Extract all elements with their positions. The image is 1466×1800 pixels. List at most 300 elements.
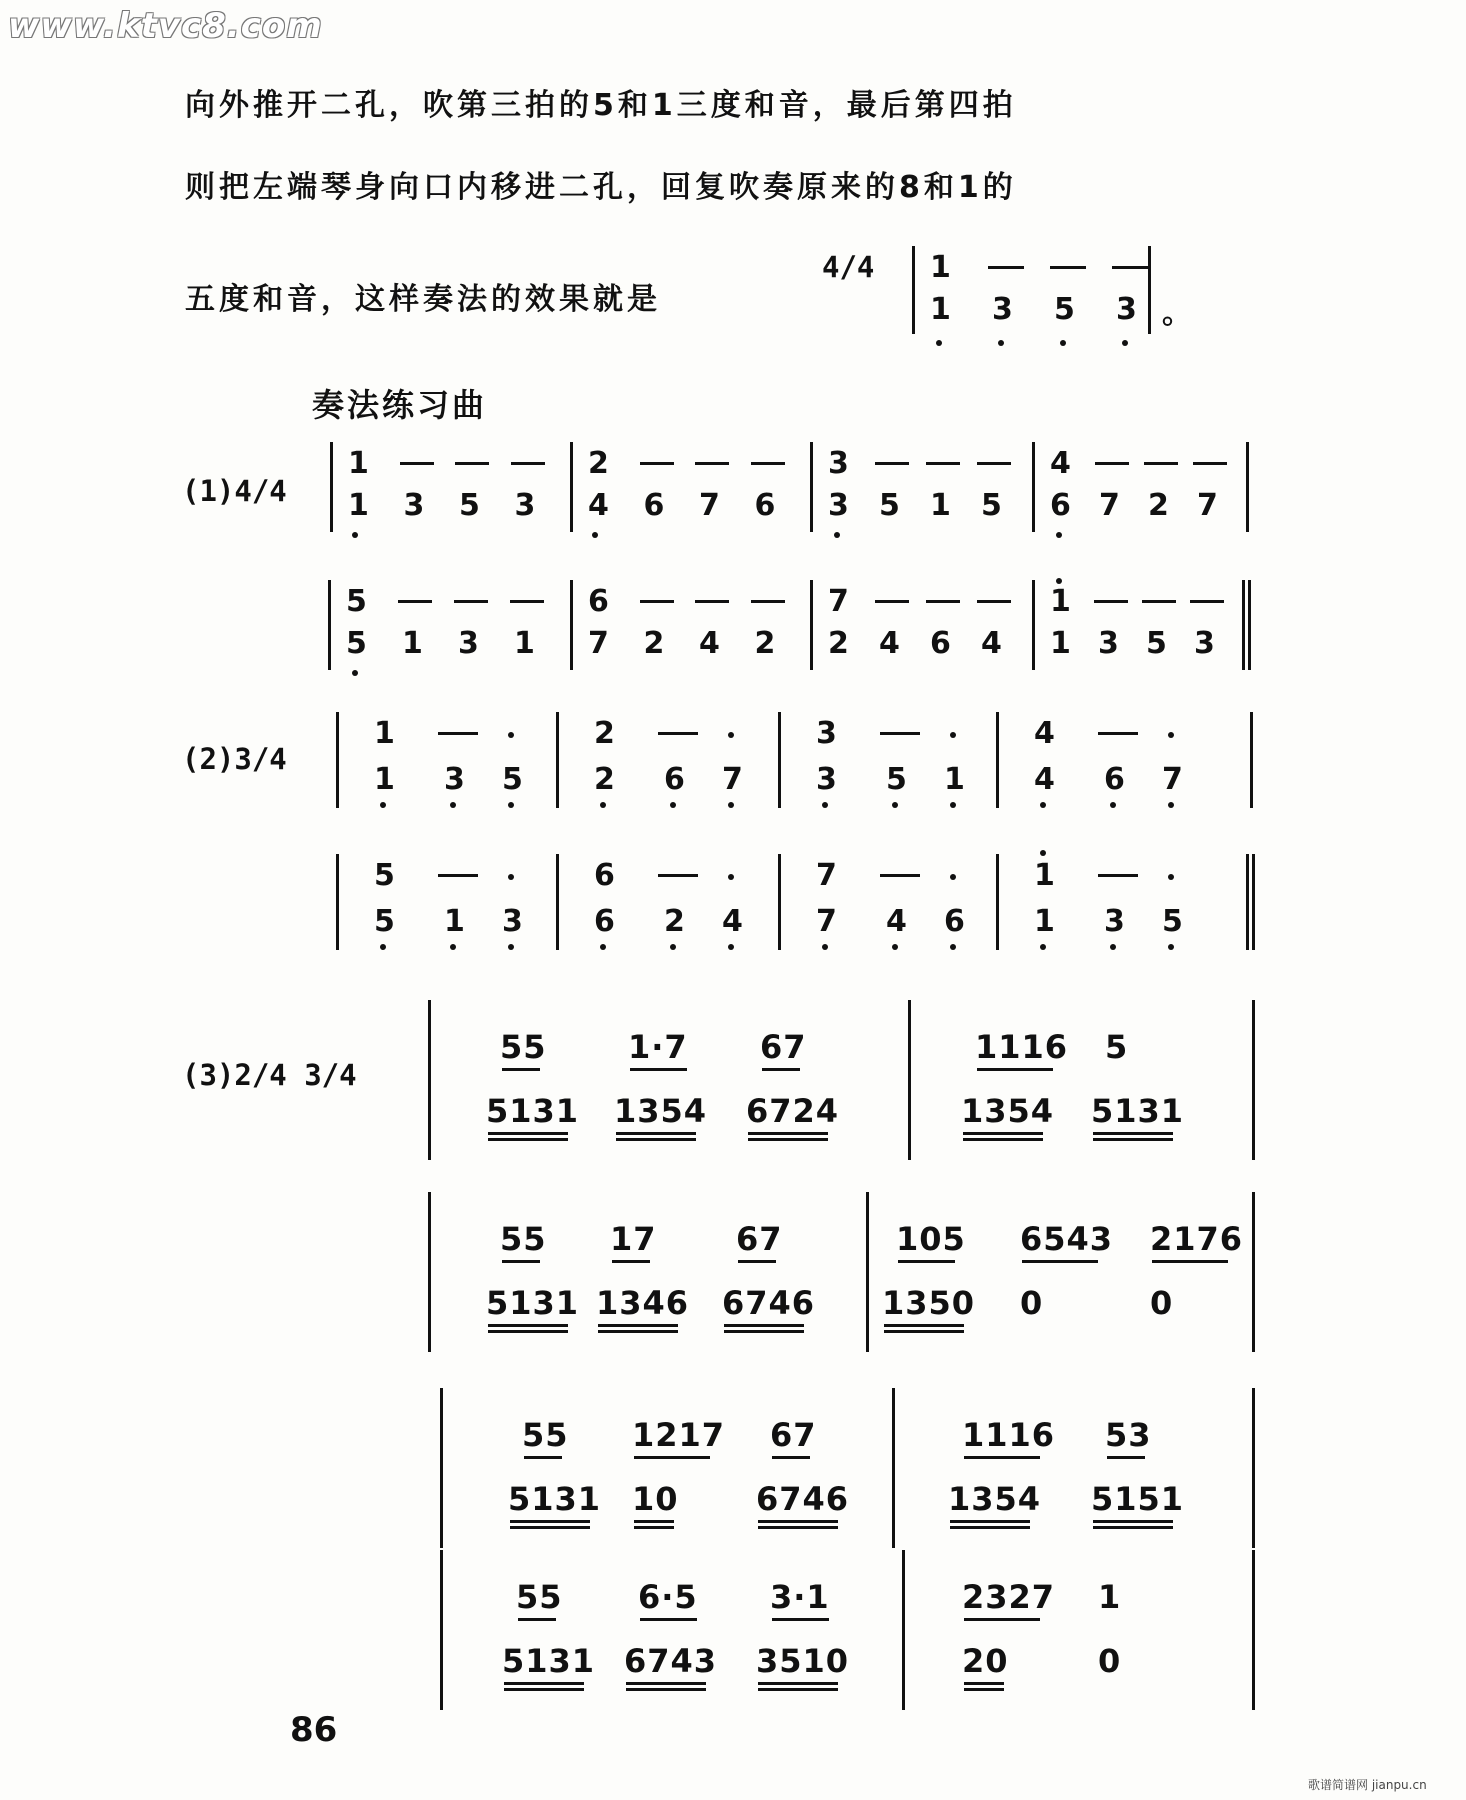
note-top: 4 [1034,716,1055,751]
octave-dot [600,944,606,950]
sustain-dash [977,600,1011,603]
note-group-bottom: 20 [962,1642,1009,1680]
note-bottom: 3 [514,488,536,523]
note-top: 6 [594,858,615,893]
prose-line-2: 则把左端琴身向口内移进二孔，回复吹奏原来的8和1的 [185,170,1017,205]
bar-line [428,1000,431,1160]
beam-line [950,1526,1030,1529]
note-bottom: 2 [754,626,776,661]
beam-line [738,1260,776,1263]
octave-dot [1122,340,1128,346]
note-bottom: 3 [502,904,523,939]
note-bottom: 1 [348,488,369,523]
bar-line [1250,712,1253,808]
note-bottom: 6 [1104,762,1125,797]
bar-line [570,442,573,532]
note-top: 7 [828,584,849,619]
octave-dot [508,944,514,950]
note-bottom: 1 [1050,626,1071,661]
beam-line [884,1330,964,1333]
sustain-dash [695,462,729,465]
beam-line [758,1526,838,1529]
sustain-dash [400,462,434,465]
beam-line [598,1324,678,1327]
prose-line-1: 向外推开二孔，吹第三拍的5和1三度和音，最后第四拍 [185,88,1017,123]
note-bottom: 6 [664,762,685,797]
note-top: 4 [1050,446,1071,481]
beam-line [898,1260,955,1263]
note-bottom: 3 [1104,904,1125,939]
octave-dot [670,944,676,950]
sustain-dash [875,600,909,603]
bar-line [996,854,999,950]
octave-dot [508,874,514,880]
octave-dot [380,944,386,950]
beam-line [640,1618,697,1621]
beam-line [634,1526,674,1529]
sustain-dash [658,874,698,877]
octave-dot [728,874,734,880]
note-bottom: 3 [403,488,425,523]
note-bottom: 1 [1034,904,1055,939]
note-group-top: 67 [760,1028,807,1066]
note-bottom: 5 [346,626,367,661]
beam-line [502,1260,540,1263]
bar-line [556,712,559,808]
octave-dot [1060,340,1066,346]
beam-line [963,1132,1043,1135]
note-group-bottom: 1346 [596,1284,690,1322]
bar-line [778,712,781,808]
octave-dot [352,670,358,676]
note-group-bottom: 1354 [961,1092,1055,1130]
beam-line [1152,1260,1228,1263]
octave-dot [1056,578,1062,584]
note-group-bottom: 5131 [502,1642,596,1680]
beam-line [504,1688,584,1691]
note-bottom: 5 [886,762,907,797]
octave-dot [592,532,598,538]
note-bottom: 4 [886,904,907,939]
bar-line [556,854,559,950]
beam-line [626,1682,706,1685]
note-bottom: 1 [514,626,535,661]
note-group-bottom: 0 [1150,1284,1174,1322]
note-group-bottom: 5131 [508,1480,602,1518]
sustain-dash [1098,732,1138,735]
sustain-dash [926,462,960,465]
beam-line [488,1138,568,1141]
octave-dot [1040,944,1046,950]
note-group-bottom: 3510 [756,1642,850,1680]
beam-line [1093,1520,1173,1523]
sustain-dash [880,732,920,735]
note-bottom: 1 [444,904,465,939]
note-bottom: 6 [1050,488,1071,523]
note-group-top: 67 [770,1416,817,1454]
note-bottom: 4 [981,626,1002,661]
note-group-top: 53 [1105,1416,1152,1454]
beam-line [612,1260,650,1263]
octave-dot [1040,802,1046,808]
bar-line [1252,1000,1255,1160]
note-bottom: 4 [722,904,743,939]
beam-line [488,1330,568,1333]
note-group-top: 2327 [962,1578,1056,1616]
sustain-dash [751,462,785,465]
beam-line [758,1682,838,1685]
exercise-2-label: (2)3/4 [182,742,287,776]
sustain-dash [1112,266,1148,269]
beam-line [1093,1138,1173,1141]
sustain-dash [511,462,545,465]
note-group-bottom: 1354 [948,1480,1042,1518]
beam-line [1093,1132,1173,1135]
note-bottom: 4 [879,626,900,661]
bar-line [1246,442,1249,532]
bar-line [1246,854,1249,950]
beam-line [634,1520,674,1523]
sustain-dash [926,600,960,603]
section-title: 奏法练习曲 [312,386,488,424]
note-group-bottom: 0 [1098,1642,1122,1680]
beam-line [510,1520,590,1523]
note-group-bottom: 5131 [486,1092,580,1130]
sustain-dash [1098,874,1138,877]
bar-line [810,580,813,670]
sustain-dash [640,462,674,465]
beam-line [964,1456,1040,1459]
sustain-dash [875,462,909,465]
note-bottom: 1 [944,762,965,797]
watermark: www.ktvc8.com [8,6,323,46]
note-top: 2 [594,716,615,751]
inline-period: 。 [1162,296,1192,331]
octave-dot [1056,532,1062,538]
bar-line [336,712,339,808]
footer-credit: 歌谱简谱网 jianpu.cn [1308,1778,1427,1792]
beam-line [762,1068,800,1071]
beam-line [748,1138,828,1141]
beam-line [630,1068,687,1071]
note-top: 1 [1034,858,1055,893]
octave-dot [950,874,956,880]
bar-line [330,442,333,532]
sustain-dash [695,600,729,603]
note-bottom: 3 [1098,626,1119,661]
beam-line [634,1456,710,1459]
note-top: 3 [828,446,849,481]
beam-line [1107,1456,1145,1459]
beam-line [626,1688,706,1691]
note-bottom: 3 [1116,292,1137,327]
bar-line [1148,246,1151,334]
bar-line [1252,1388,1255,1548]
octave-dot [998,340,1004,346]
note-group-top: 5 [1105,1028,1129,1066]
note-bottom: 7 [1197,488,1218,523]
note-top: 1 [1050,584,1071,619]
beam-line [510,1526,590,1529]
note-group-bottom: 0 [1020,1284,1044,1322]
octave-dot [950,944,956,950]
sustain-dash [454,600,488,603]
bar-line [1242,580,1245,670]
note-bottom: 5 [981,488,1002,523]
sustain-dash [510,600,544,603]
note-bottom: 3 [444,762,465,797]
bar-line [866,1192,869,1352]
octave-dot [352,532,358,538]
beam-line [616,1138,696,1141]
sustain-dash [988,266,1024,269]
note-bottom: 2 [828,626,849,661]
note-group-top: 55 [516,1578,563,1616]
note-group-bottom: 5151 [1091,1480,1185,1518]
beam-line [964,1688,1004,1691]
note-group-top: 55 [500,1220,547,1258]
beam-line [724,1324,804,1327]
bar-line [328,580,331,670]
octave-dot [450,802,456,808]
bar-line [1252,854,1255,950]
sustain-dash [1095,462,1129,465]
note-bottom: 5 [374,904,395,939]
beam-line [524,1456,562,1459]
note-bottom: 4 [1034,762,1055,797]
note-group-bottom: 1354 [614,1092,708,1130]
octave-dot [1168,732,1174,738]
note-bottom: 7 [1099,488,1120,523]
note-bottom: 5 [879,488,900,523]
octave-dot [450,944,456,950]
note-bottom: 3 [816,762,837,797]
note-top: 7 [816,858,837,893]
beam-line [1093,1526,1173,1529]
note-top: 5 [346,584,367,619]
sustain-dash [658,732,698,735]
octave-dot [1168,802,1174,808]
beam-line [502,1068,540,1071]
beam-line [964,1618,1040,1621]
bar-line [996,712,999,808]
note-bottom: 1 [930,292,951,327]
sustain-dash [880,874,920,877]
note-bottom: 3 [992,292,1013,327]
note-bottom: 5 [502,762,523,797]
note-group-top: 55 [500,1028,547,1066]
note-group-bottom: 6743 [624,1642,718,1680]
beam-line [950,1520,1030,1523]
sustain-dash [640,600,674,603]
note-group-bottom: 10 [632,1480,679,1518]
sustain-dash [398,600,432,603]
octave-dot [1040,850,1046,856]
beam-line [772,1618,829,1621]
beam-line [488,1132,568,1135]
octave-dot [1110,944,1116,950]
sustain-dash [751,600,785,603]
note-top: 5 [374,858,395,893]
sustain-dash [1190,600,1224,603]
octave-dot [950,802,956,808]
page-number: 86 [290,1710,338,1750]
note-bottom: 3 [458,626,479,661]
exercise-3-label: (3)2/4 3/4 [182,1058,357,1092]
note-group-top: 1116 [962,1416,1056,1454]
note-top: 3 [816,716,837,751]
note-bottom: 6 [930,626,951,661]
octave-dot [508,732,514,738]
bar-line [810,442,813,532]
bar-line [428,1192,431,1352]
beam-line [518,1618,556,1621]
prose-line-3: 五度和音，这样奏法的效果就是 [185,282,661,317]
bar-line [336,854,339,950]
octave-dot [728,802,734,808]
note-group-top: 1·7 [628,1028,688,1066]
note-bottom: 2 [594,762,615,797]
bar-line [908,1000,911,1160]
note-group-top: 6543 [1020,1220,1114,1258]
octave-dot [892,802,898,808]
note-group-bottom: 6746 [722,1284,816,1322]
note-group-bottom: 5131 [486,1284,580,1322]
note-group-top: 1 [1098,1578,1122,1616]
note-group-top: 3·1 [770,1578,830,1616]
note-bottom: 3 [1194,626,1215,661]
note-top: 6 [588,584,609,619]
note-bottom: 2 [664,904,685,939]
sustain-dash [1050,266,1086,269]
beam-line [758,1688,838,1691]
beam-line [748,1132,828,1135]
beam-line [758,1520,838,1523]
note-bottom: 5 [1162,904,1183,939]
note-bottom: 2 [1148,488,1169,523]
note-bottom: 5 [1146,626,1167,661]
note-bottom: 6 [594,904,615,939]
octave-dot [892,944,898,950]
note-group-top: 67 [736,1220,783,1258]
note-group-bottom: 5131 [1091,1092,1185,1130]
octave-dot [728,732,734,738]
note-bottom: 5 [1054,292,1075,327]
note-bottom: 7 [722,762,743,797]
bar-line [1252,1550,1255,1710]
note-bottom: 4 [588,488,609,523]
note-group-bottom: 6746 [756,1480,850,1518]
octave-dot [380,802,386,808]
sustain-dash [455,462,489,465]
note-group-top: 17 [610,1220,657,1258]
bar-line [1032,580,1035,670]
note-bottom: 6 [754,488,776,523]
bar-line [912,246,915,334]
note-group-top: 6·5 [638,1578,698,1616]
note-bottom: 5 [459,488,480,523]
octave-dot [936,340,942,346]
note-bottom: 4 [699,626,720,661]
note-bottom: 1 [374,762,395,797]
octave-dot [822,944,828,950]
note-bottom: 7 [816,904,837,939]
octave-dot [950,732,956,738]
beam-line [598,1330,678,1333]
octave-dot [1168,874,1174,880]
sustain-dash [1144,462,1178,465]
bar-line [1252,1192,1255,1352]
sustain-dash [1094,600,1128,603]
beam-line [977,1068,1053,1071]
beam-line [504,1682,584,1685]
bar-line [892,1388,895,1548]
beam-line [488,1324,568,1327]
exercise-1-label: (1)4/4 [182,474,287,508]
beam-line [963,1138,1043,1141]
bar-line [1248,580,1251,670]
note-group-top: 2176 [1150,1220,1244,1258]
note-top: 2 [588,446,609,481]
beam-line [1022,1260,1098,1263]
note-bottom: 2 [643,626,665,661]
octave-dot [508,802,514,808]
note-bottom: 7 [699,488,720,523]
sustain-dash [1142,600,1176,603]
bar-line [778,854,781,950]
note-bottom: 6 [944,904,965,939]
note-top: 1 [374,716,395,751]
beam-line [724,1330,804,1333]
octave-dot [1168,944,1174,950]
note-group-top: 55 [522,1416,569,1454]
note-bottom: 1 [930,488,951,523]
sustain-dash [438,732,478,735]
beam-line [964,1682,1004,1685]
sustain-dash [1193,462,1227,465]
bar-line [440,1550,443,1710]
octave-dot [834,532,840,538]
beam-line [884,1324,964,1327]
note-bottom: 7 [1162,762,1183,797]
note-group-top: 1217 [632,1416,726,1454]
note-bottom: 7 [588,626,609,661]
note-top: 1 [348,446,369,481]
note-group-bottom: 6724 [746,1092,840,1130]
note-group-top: 1116 [975,1028,1069,1066]
octave-dot [728,944,734,950]
note-top: 1 [930,250,951,285]
inline-time-signature: 4/4 [822,250,875,284]
sustain-dash [438,874,478,877]
bar-line [902,1550,905,1710]
note-bottom: 6 [643,488,665,523]
beam-line [616,1132,696,1135]
sustain-dash [977,462,1011,465]
bar-line [1032,442,1035,532]
bar-line [570,580,573,670]
note-bottom: 1 [402,626,423,661]
octave-dot [822,802,828,808]
octave-dot [600,802,606,808]
note-group-top: 105 [896,1220,966,1258]
octave-dot [670,802,676,808]
beam-line [772,1456,810,1459]
bar-line [440,1388,443,1548]
note-bottom: 3 [828,488,849,523]
octave-dot [1110,802,1116,808]
note-group-bottom: 1350 [882,1284,976,1322]
